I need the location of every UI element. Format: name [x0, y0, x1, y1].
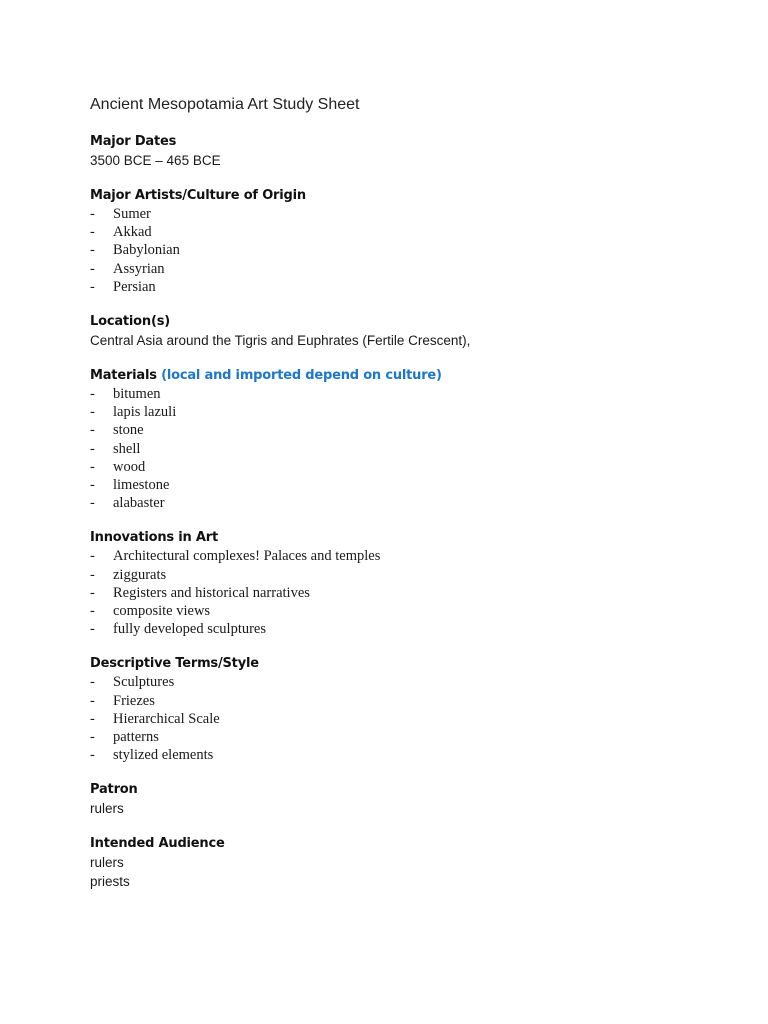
list-item — [90, 692, 710, 710]
materials-note: (local and imported depend on culture) — [161, 368, 442, 384]
section-text: 3500 BCE – 465 BCE — [90, 153, 221, 168]
section-heading: Patron — [90, 782, 138, 798]
dash-bullet: - — [90, 584, 95, 601]
section-heading: Location(s) — [90, 314, 170, 330]
dash-bullet: - — [90, 692, 95, 709]
dash-bullet: - — [90, 224, 95, 241]
list-item-text: composite views — [113, 603, 211, 620]
list-item — [90, 205, 710, 223]
list-item-text: fully developed sculptures — [113, 621, 267, 638]
list-item — [90, 476, 710, 494]
list-item-text: patterns — [113, 729, 159, 746]
list-item-text: Architectural complexes! Palaces and temples — [113, 548, 381, 565]
list-item — [90, 421, 710, 439]
list-item — [90, 673, 710, 691]
section-major-dates — [90, 132, 710, 170]
dash-bullet: - — [90, 566, 95, 583]
dash-bullet: - — [90, 495, 95, 512]
materials-heading-label: Materials — [90, 368, 157, 384]
materials-list — [90, 385, 710, 512]
list-item — [90, 602, 710, 620]
dash-bullet: - — [90, 674, 95, 691]
list-item-text: Assyrian — [113, 260, 165, 277]
dash-bullet: - — [90, 422, 95, 439]
dash-bullet: - — [90, 603, 95, 620]
section-text: rulers — [90, 801, 124, 817]
list-item — [90, 584, 710, 602]
dash-bullet: - — [90, 278, 95, 295]
innovations-list — [90, 547, 710, 638]
list-item-text: Persian — [113, 278, 156, 295]
list-item — [90, 440, 710, 458]
section-location — [90, 312, 710, 350]
section-audience — [90, 834, 710, 891]
dash-bullet: - — [90, 747, 95, 764]
dash-bullet: - — [90, 386, 95, 403]
list-item-text: Friezes — [113, 692, 155, 709]
dash-bullet: - — [90, 621, 95, 638]
list-item-text: wood — [113, 458, 146, 475]
list-item — [90, 241, 710, 259]
list-item-text: shell — [113, 440, 141, 457]
list-item — [90, 403, 710, 421]
list-item — [90, 710, 710, 728]
section-text: priests — [90, 874, 130, 890]
dash-bullet: - — [90, 404, 95, 421]
list-item — [90, 746, 710, 764]
section-text: Central Asia around the Tigris and Euphrates (Fertile Crescent), — [90, 333, 471, 349]
dash-bullet: - — [90, 477, 95, 494]
section-patron — [90, 780, 710, 818]
list-item-text: limestone — [113, 477, 170, 494]
list-item-text: Registers and historical narratives — [113, 584, 310, 601]
dash-bullet: - — [90, 458, 95, 475]
document-title: Ancient Mesopotamia Art Study Sheet — [90, 96, 360, 113]
section-heading — [90, 366, 710, 385]
list-item-text: Akkad — [113, 224, 152, 241]
list-item-text: ziggurats — [113, 566, 167, 583]
dash-bullet: - — [90, 440, 95, 457]
section-heading: Intended Audience — [90, 836, 225, 852]
list-item — [90, 566, 710, 584]
dash-bullet: - — [90, 242, 95, 259]
dash-bullet: - — [90, 729, 95, 746]
list-item-text: lapis lazuli — [113, 404, 177, 421]
list-item — [90, 260, 710, 278]
list-item — [90, 620, 710, 638]
section-heading: Descriptive Terms/Style — [90, 656, 259, 672]
dash-bullet: - — [90, 206, 95, 222]
list-item — [90, 223, 710, 241]
list-item-text: stylized elements — [113, 747, 214, 764]
dash-bullet: - — [90, 548, 95, 565]
section-heading: Major Dates — [90, 134, 177, 149]
dash-bullet: - — [90, 260, 95, 277]
section-heading: Major Artists/Culture of Origin — [90, 188, 306, 203]
artists-list — [90, 205, 710, 296]
list-item-text: bitumen — [113, 386, 161, 403]
section-text: rulers — [90, 855, 124, 871]
list-item-text: stone — [113, 422, 144, 439]
list-item-text: alabaster — [113, 495, 165, 512]
dash-bullet: - — [90, 710, 95, 727]
list-item-text: Babylonian — [113, 242, 180, 259]
list-item — [90, 547, 710, 565]
list-item-text: Hierarchical Scale — [113, 710, 220, 727]
list-item — [90, 458, 710, 476]
section-artists — [90, 186, 710, 296]
style-list — [90, 673, 710, 764]
section-heading: Innovations in Art — [90, 530, 218, 546]
document-page — [90, 94, 710, 907]
section-innovations — [90, 528, 710, 638]
list-item-text: Sculptures — [113, 674, 175, 691]
list-item — [90, 494, 710, 512]
section-style — [90, 654, 710, 764]
list-item — [90, 385, 710, 403]
list-item-text: Sumer — [113, 206, 151, 222]
list-item — [90, 728, 710, 746]
section-materials — [90, 366, 710, 512]
list-item — [90, 278, 710, 296]
